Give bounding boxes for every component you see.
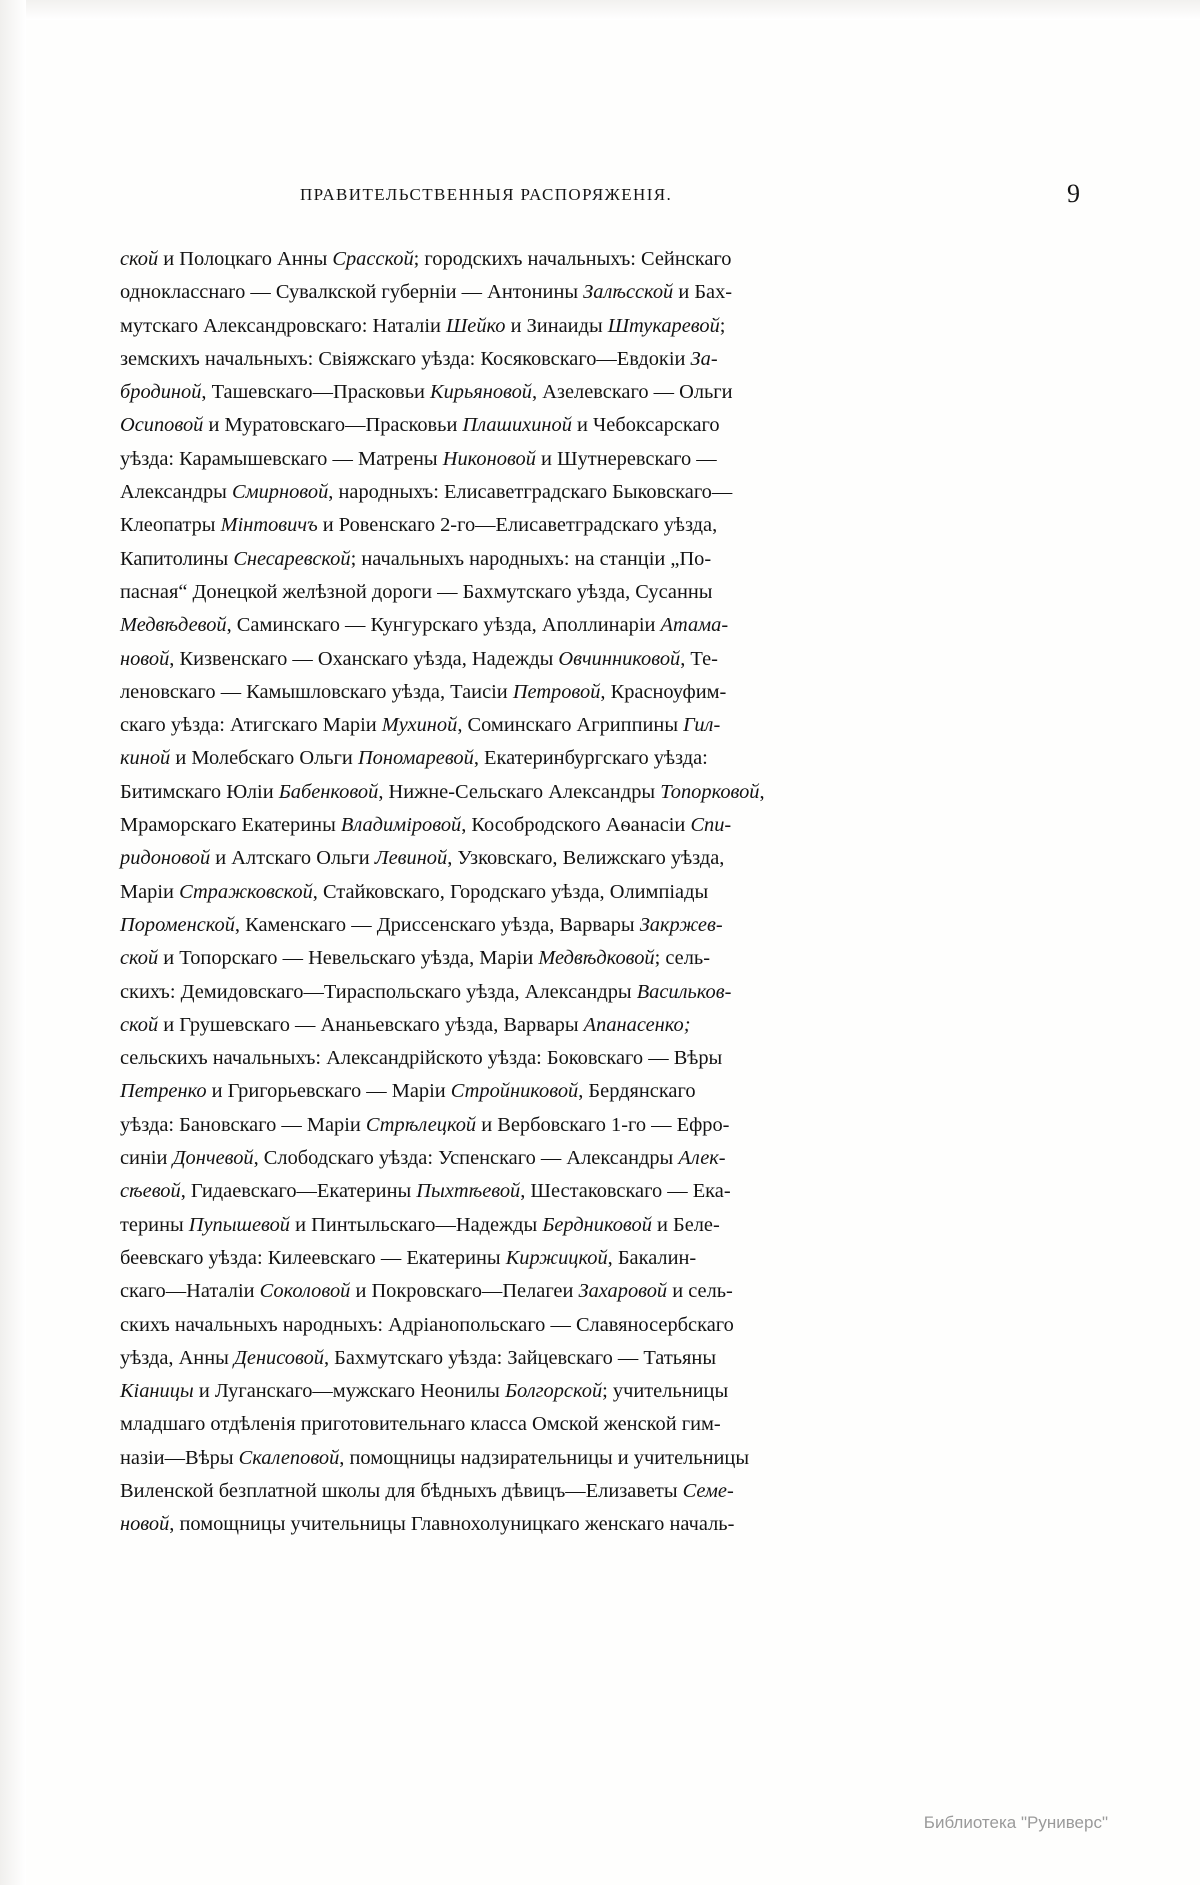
text-line: пасная“ Донецкой желѣзной дороги — Бахмутскаго уѣзда, Сусанны xyxy=(120,580,713,603)
text-line: скаго—Наталіи Соколовой и Покровскаго—Пелагеи Захаровой и сель- xyxy=(120,1280,733,1303)
text-line: Капитолины Снесаревской; начальныхъ народныхъ: на станціи „По- xyxy=(120,547,712,570)
text-line: Виленской безплатной школы для бѣдныхъ дѣвицъ—Елизаветы Семе- xyxy=(120,1479,734,1502)
text-line: скихъ: Демидовскаго—Тираспольскаго уѣзда, Александры Васильков- xyxy=(120,980,732,1003)
text-line: ской и Топорскаго — Невельскаго уѣзда, Маріи Медвѣдковой; сель- xyxy=(120,947,710,970)
page-edge-left xyxy=(0,0,26,1885)
text-line: земскихъ начальныхъ: Свіяжскаго уѣзда: Косяковскаго—Евдокіи За- xyxy=(120,347,718,370)
text-line: ридоновой и Алтскаго Ольги Левиной, Узковскаго, Велижскаго уѣзда, xyxy=(120,847,725,870)
text-line: Маріи Стражковской, Стайковскаго, Городскаго уѣзда, Олимпіады xyxy=(120,880,709,903)
text-line: назіи—Вѣры Скалеповой, помощницы надзирательницы и учительницы xyxy=(120,1446,750,1469)
text-line: мутскаго Александровскаго: Наталіи Шейко и Зинаиды Штукаревой; xyxy=(120,314,726,337)
text-line: младшаго отдѣленія приготовительнаго класса Омской женской гим- xyxy=(120,1413,721,1436)
text-line: Пороменской, Каменскаго — Дриссенскаго уѣзда, Варвары Закржев- xyxy=(120,913,723,936)
text-line: Кіаницы и Луганскаго—мужскаго Неонилы Болгорской; учительницы xyxy=(120,1380,729,1403)
text-line: синіи Дончевой, Слободскаго уѣзда: Успенскаго — Александры Алек- xyxy=(120,1147,726,1170)
page-number: 9 xyxy=(1067,179,1080,208)
text-line: уѣзда, Анны Денисовой, Бахмутскаго уѣзда: Зайцевскаго — Татьяны xyxy=(120,1346,717,1369)
text-line: Битимскаго Юліи Бабенковой, Нижне-Сельскаго Александры Топорковой, xyxy=(120,780,765,803)
page-header xyxy=(120,179,1080,213)
text-line: киной и Молебскаго Ольги Пономаревой, Екатеринбургскаго уѣзда: xyxy=(120,747,708,770)
running-title: ПРАВИТЕЛЬСТВЕННЫЯ РАСПОРЯЖЕНІЯ. xyxy=(300,185,673,204)
text-line: терины Пупышевой и Пинтыльскаго—Надежды Бердниковой и Беле- xyxy=(120,1213,720,1236)
text-line: Мраморскаго Екатерины Владиміровой, Кособродского Аѳанасіи Спи- xyxy=(120,814,732,837)
page-edge-top xyxy=(0,0,1200,20)
text-line: Александры Смирновой, народныхъ: Елисаветградскаго Быковскаго— xyxy=(120,481,733,504)
text-line: сельскихъ начальныхъ: Александрійското уѣзда: Боковскаго — Вѣры xyxy=(120,1047,723,1070)
text-line: Клеопатры Мінтовичъ и Ровенскаго 2-го—Елисаветградскаго уѣзда, xyxy=(120,514,718,537)
footer-credit: Библиотека "Руниверс" xyxy=(923,1813,1108,1832)
text-line: одноклacснaro — Сувалкской губерніи — Антонины Залѣсской и Бах- xyxy=(120,281,733,304)
text-line: леновскаго — Камышловскаго уѣзда, Таисіи Петровой, Красноуфим- xyxy=(120,680,727,703)
text-line: скаго уѣзда: Атигскаго Маріи Мухиной, Соминскаго Агриппины Гил- xyxy=(120,714,721,737)
text-line: бродиной, Ташевскаго—Прасковьи Кирьяновой, Азелевскаго — Ольги xyxy=(120,381,733,404)
text-line: Медвѣдевой, Саминскаго — Кунгурскаго уѣзда, Аполлинаріи Атама- xyxy=(120,614,729,637)
text-line: беевскаго уѣзда: Килеевскаго — Екатерины Киржицкой, Бакалин- xyxy=(120,1246,697,1269)
text-line: Петренко и Григорьевскаго — Маріи Стройниковой, Бердянскаго xyxy=(120,1080,696,1103)
text-line: сѣевой, Гидаевскаго—Екатерины Пыхтѣевой, Шестаковскаго — Ека- xyxy=(120,1180,731,1203)
text-line: уѣзда: Карамышевскаго — Матрены Никоновой и Шутнеревскаго — xyxy=(120,447,717,470)
text-line: новой, Кизвенскаго — Оханскаго уѣзда, Надежды Овчинниковой, Те- xyxy=(120,647,718,670)
body-text xyxy=(120,243,1083,1542)
text-line: ской и Полоцкаго Анны Срасской; городскихъ начальныхъ: Сейнскаго xyxy=(120,248,732,270)
text-line: Осиповой и Муратовскаго—Прасковьи Плашихиной и Чебоксарскаго xyxy=(120,414,720,437)
text-line: новой, помощницы учительницы Главнохолуницкаго женскаго началь- xyxy=(120,1513,735,1536)
text-line: уѣзда: Бановскаго — Маріи Стрѣлецкой и Вербовскаго 1-го — Ефро- xyxy=(120,1113,730,1136)
text-line: скихъ начальныхъ народныхъ: Адріанопольскаго — Славяносербскаго xyxy=(120,1313,734,1336)
text-line: ской и Грушевскаго — Ананьевскаго уѣзда, Варвары Апанасенко; xyxy=(120,1013,691,1036)
